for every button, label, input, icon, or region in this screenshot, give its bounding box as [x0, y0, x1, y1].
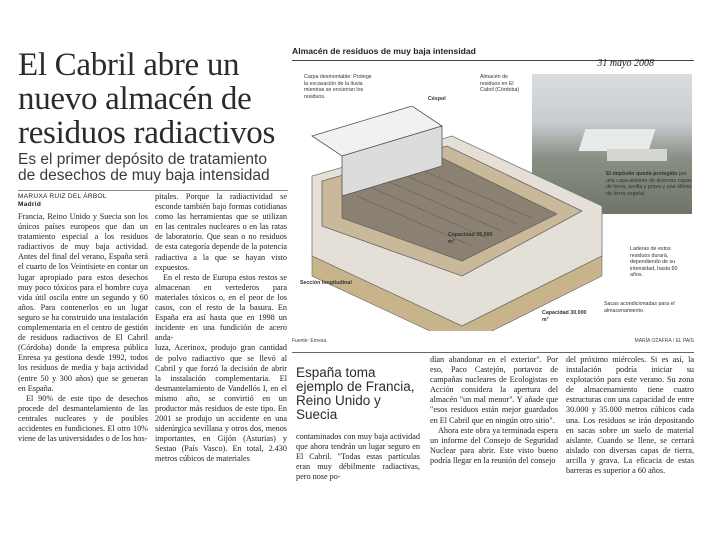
infographic [292, 46, 694, 344]
byline [18, 193, 148, 209]
label-cespol: Céspol [428, 96, 446, 102]
article-column-1 [18, 212, 148, 530]
subheadline: Es el primer depósito de tratamiento de desechos de muy baja intensidad [18, 151, 270, 184]
label-carpa: Carpa desmontable: Protege la excavación de la lluvia mientras se encierran los residuos. [304, 74, 372, 100]
paragraph: del próximo miércoles. Si es así, la instalación podría iniciar su explotación para este verano. Su zona de almacenamiento tiene cuatro estructuras con una capacidad de entre 30.000 y 35.000 metros cúbicos cada una. Los residuos se irán depositando en sacas sobre un suelo de material aislante. Cuando se llene, se cerrará aislado con diversas capas de tierra, arcilla y grava. La eficacia de estas barreras es superior a 60 años. [566, 355, 694, 476]
paragraph: Ahora este obra ya terminada espera un informe del Consejo de Seguridad Nuclear para abrir. Este visto bueno podría llegar en la reunión del consejo [430, 425, 558, 465]
byline-place: Madrid [18, 201, 42, 208]
box-headline: España toma ejemplo de Francia, Reino Unido y Suecia [296, 365, 415, 422]
label-sacas: Sacas acondicionadas para el almacenamiento. [604, 301, 675, 314]
divider [292, 352, 694, 353]
paragraph: Francia, Reino Unido y Suecia son los únicos países europeos que dan un tratamiento especial a los residuos radiactivos de muy baja actividad. Antes del final del verano, España será el cuarto de los Veintisiete en contar un lugar apropiado para estos desechos muy poco tóxicos para el hombre cuya vida útil oscila entre un segundo y 60 años. Para contenerlos en un lugar seguro se ha construido una instalación complementaria en el centro de gestión de residuos radiactivos de El Cabril (Córdoba) donde la empresa pública Enresa ya gestiona desde 1992, todos los residuos de media y baja actividad (entre 50 y 300 años) que se generan en España. [18, 212, 148, 393]
graphic-title: Almacén de residuos de muy baja intensidad [292, 46, 476, 56]
graphic-source: Fuente: Enresa. [292, 338, 328, 344]
label-capacidad: Capacidad 35.000 m³ [448, 232, 493, 245]
cross-section-illustration [302, 106, 622, 331]
graphic-credit: MARÍA OZAFRA / EL PAÍS [634, 338, 694, 344]
article-column-4 [430, 355, 558, 530]
article-column-5 [566, 355, 694, 530]
article-column-2 [155, 192, 287, 530]
article-column-3 [296, 432, 420, 530]
paragraph: contaminados con muy baja actividad que ahora tendrán un lugar seguro en El Cabril. "Todas estas partículas eran muy débilmente radiactivas, pero nose po- [296, 432, 420, 482]
paragraph: En el resto de Europa estos restos se almacenan en vertederos para materiales tóxicos o, en el peor de los casos, con el resto de la basura. En España era así hasta que en 1998 un incidente en una fundición de acero anda- [155, 272, 287, 343]
label-seccion: Sección longitudinal [300, 280, 352, 286]
label-almacen: Almacén de residuos en El Cabril (Córdoba) [480, 74, 520, 94]
label-deposito: El depósito queda protegido por una capa aislante de diversas capas de tierra, arcilla y grava y una última de tierra vegetal. [606, 171, 692, 197]
paragraph: dían abandonar en el exterior". Por eso, Paco Castejón, portavoz de campañas nucleares de Ecologistas en Acción considera la apertura del almacén "un mal menor". Y añade que "esos residuos están mejor guardados en El Cabril que en ningún otro sitio". [430, 355, 558, 425]
paragraph: luza, Acerinox, produjo gran cantidad de polvo radiactivo que se llevó al Cabril y que forzó la decisión de abrir la instalación complementaria. El desmantelamiento de Vandellós I, en el mismo año, se convirtió en un productor más residuos de este tipo. En 2001 se produjo un accidente en una siderúrgica sevillana y otros dos, menos importantes, en Gijón (Asturias) y Sestao (País Vasco). En total, 2.430 metros cúbicos de materiales [155, 343, 287, 464]
byline-name: MARUXA RUIZ DEL ÁRBOL [18, 193, 107, 200]
headline: El Cabril abre un nuevo almacén de residuos radiactivos [18, 47, 276, 151]
handwritten-date: 31 mayo 2008 [597, 58, 654, 69]
paragraph: pitales. Porque la radiactividad se esconde también bajo formas cotidianas como las herramientas que se utilizan en las centrales nucleares o en las ratas de laboratorio. Que sean o no residuos de esta categoría depende de la potencia radiactiva a la que se hayan visto expuestos. [155, 192, 287, 272]
divider [18, 190, 288, 191]
label-laderas: Laderas de estos residuos durará, dependiendo de su intensidad, hasta 60 años. [630, 246, 678, 279]
label-capacidad-2: Capacidad 30.000 m³ [542, 310, 587, 323]
paragraph: El 90% de este tipo de desechos procede del desmantelamiento de las centrales nucleares y de posibles accidentes en fundiciones. El otro 10% viene de las universidades o de los hos- [18, 393, 148, 444]
